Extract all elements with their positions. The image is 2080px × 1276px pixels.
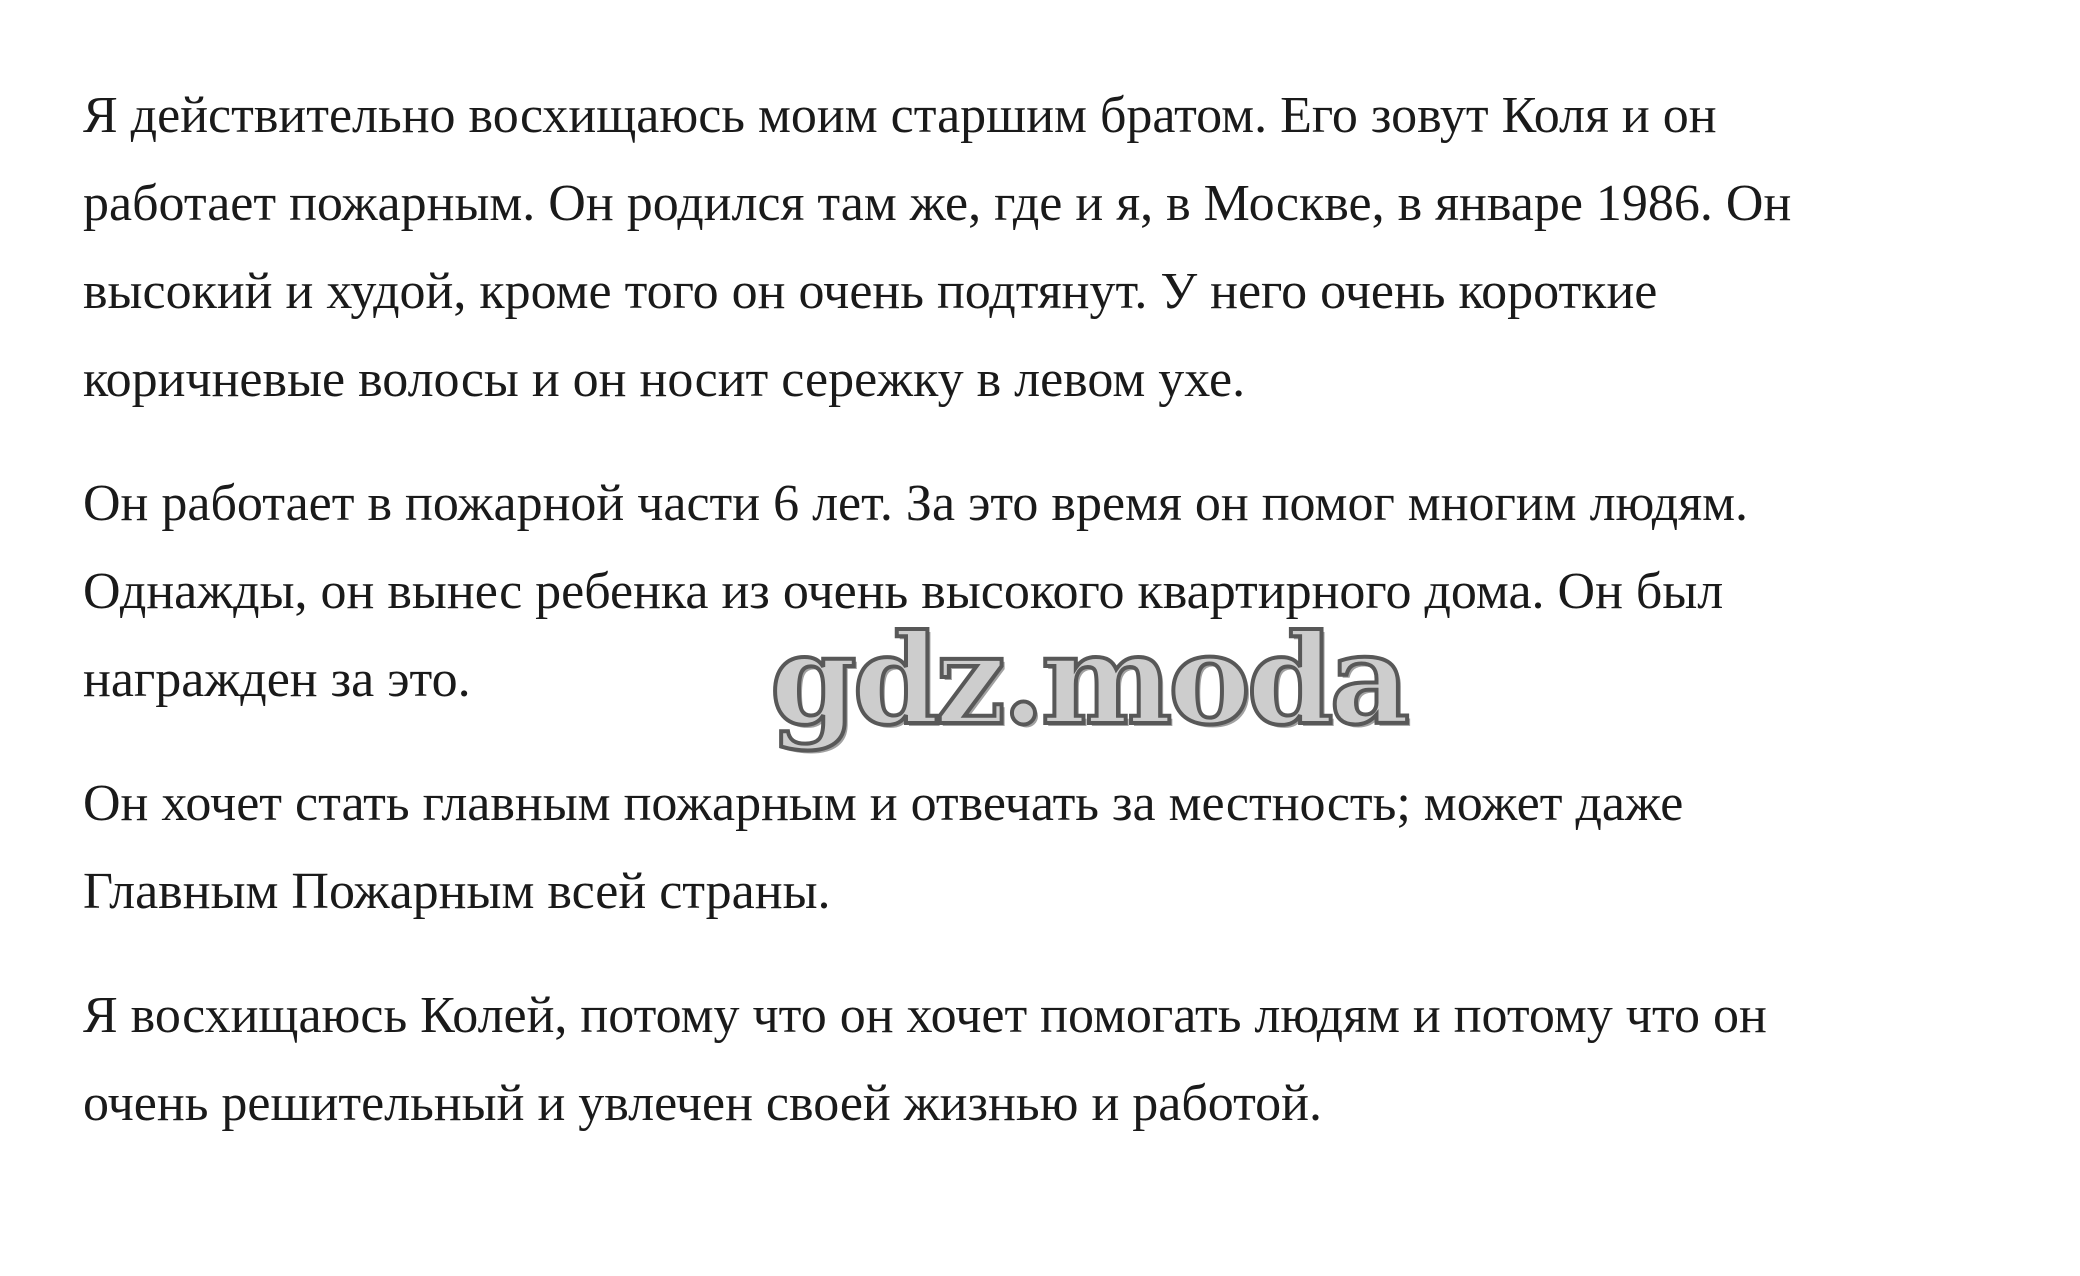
text-line: Главным Пожарным всей страны. <box>83 863 831 920</box>
paragraph-1 <box>83 72 2043 424</box>
paragraph-4 <box>83 972 2043 1148</box>
text-line: Он работает в пожарной части 6 лет. За это время он помог многим людям. <box>83 475 1749 532</box>
text-line: награжден за это. <box>83 651 471 708</box>
text-line: Я действительно восхищаюсь моим старшим братом. Его зовут Коля и он <box>83 87 1717 144</box>
paragraph-3 <box>83 760 2043 936</box>
text-line: Он хочет стать главным пожарным и отвечать за местность; может даже <box>83 775 1684 832</box>
text-line: коричневые волосы и он носит сережку в левом ухе. <box>83 351 1246 408</box>
text-line: высокий и худой, кроме того он очень подтянут. У него очень короткие <box>83 263 1658 320</box>
text-line: работает пожарным. Он родился там же, где и я, в Москве, в январе 1986. Он <box>83 175 1792 232</box>
text-line: Я восхищаюсь Колей, потому что он хочет помогать людям и потому что он <box>83 987 1767 1044</box>
text-line: очень решительный и увлечен своей жизнью и работой. <box>83 1075 1322 1132</box>
text-line: Однажды, он вынес ребенка из очень высокого квартирного дома. Он был <box>83 563 1724 620</box>
watermark-logo: gdz.moda <box>770 608 1406 753</box>
